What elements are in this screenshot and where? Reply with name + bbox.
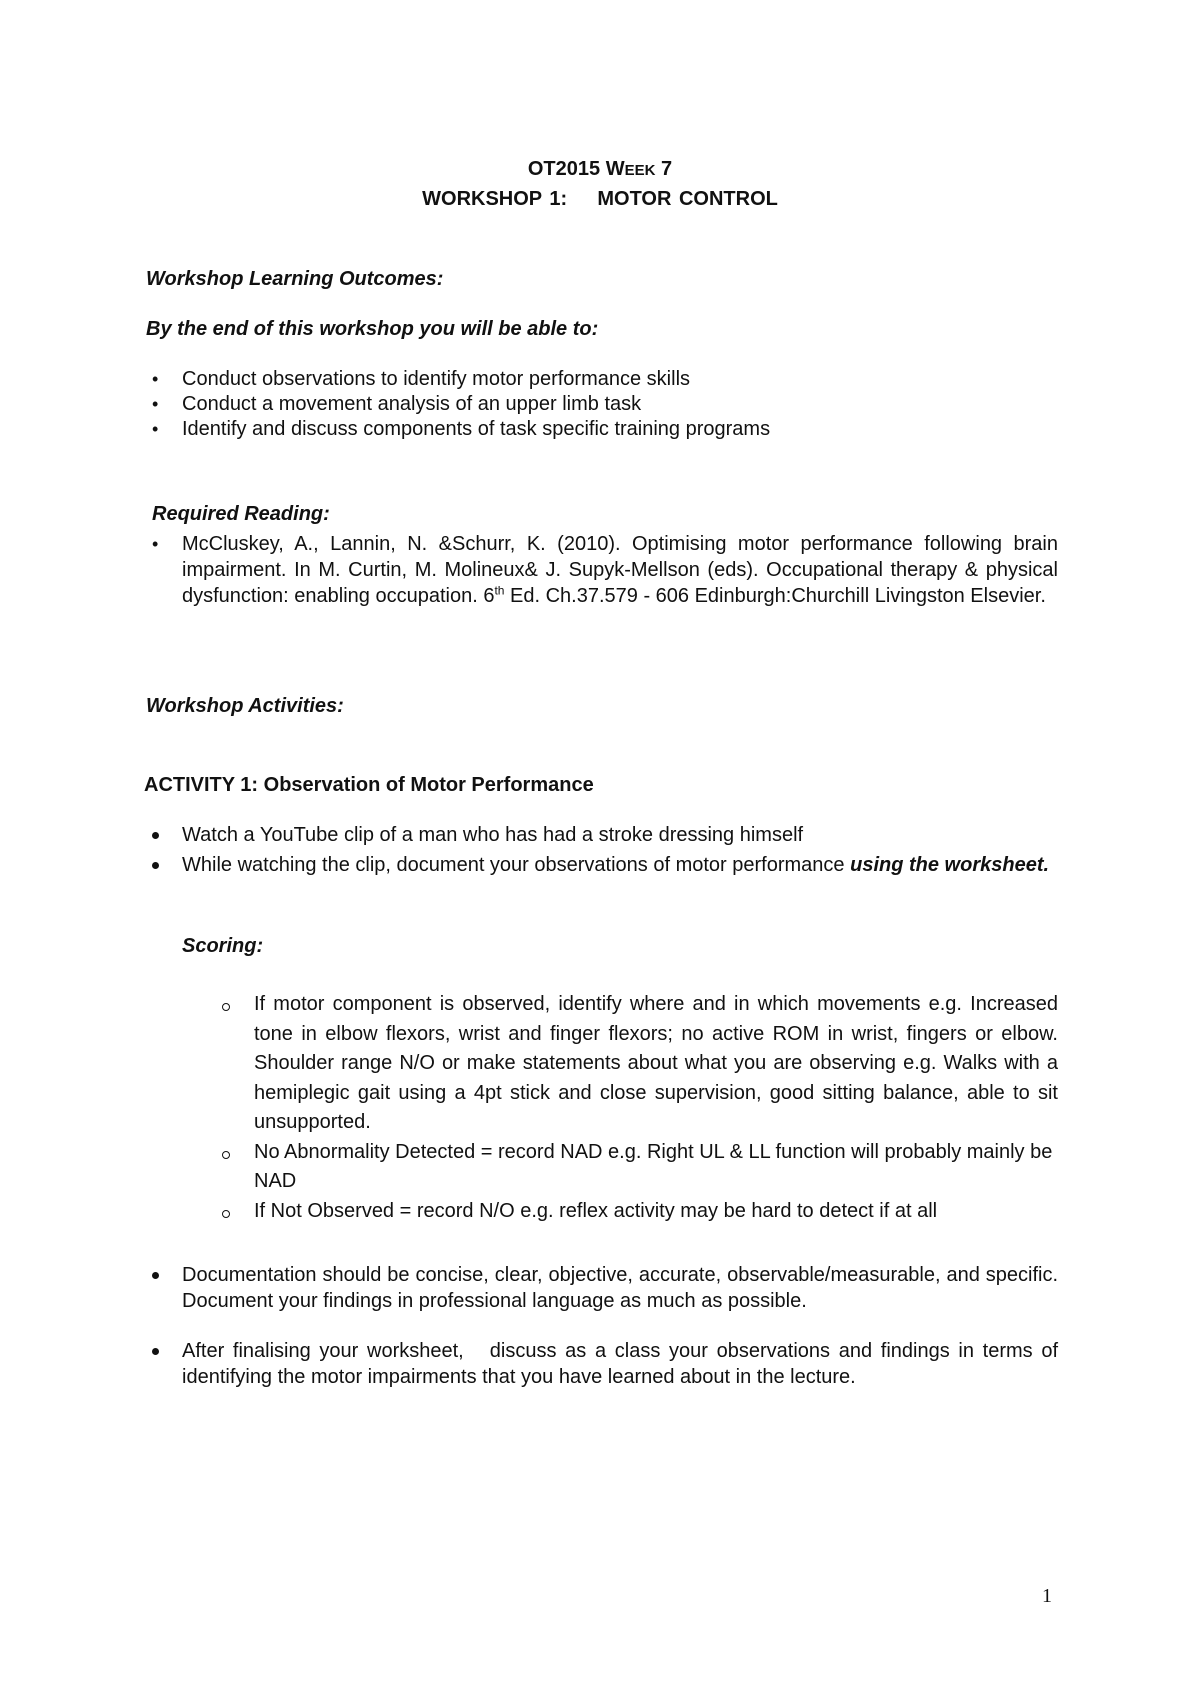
list-item: • Conduct a movement analysis of an upper limb task	[152, 393, 642, 415]
document-title	[0, 158, 1200, 181]
title-small-caps: EEK	[624, 162, 656, 179]
scoring-heading: Scoring:	[182, 935, 264, 957]
circle-bullet-icon	[222, 1210, 230, 1218]
superscript: th	[494, 583, 505, 598]
learning-outcomes-heading: Workshop Learning Outcomes:	[146, 268, 444, 290]
reference-entry	[146, 531, 1058, 609]
scoring-list	[218, 990, 1058, 1226]
list-item: If Not Observed = record N/O e.g. reflex activity may be hard to detect if at all	[218, 1197, 1058, 1227]
bullet-icon	[152, 862, 159, 869]
title-suffix: 7	[655, 158, 673, 180]
bullet-icon	[152, 832, 159, 839]
workshop-activities-heading: Workshop Activities:	[146, 695, 344, 717]
list-item: Documentation should be concise, clear, objective, accurate, observable/measurable, and specific. Document your findings in professional language as much as possible.	[146, 1262, 1058, 1314]
circle-bullet-icon	[222, 1151, 230, 1159]
learning-outcomes-list	[146, 367, 1046, 442]
bullet-icon	[152, 1272, 159, 1279]
activity-1-list	[146, 822, 1058, 878]
bullet-icon: •	[152, 369, 159, 389]
bullet-icon	[152, 1348, 159, 1355]
activity-1-title: ACTIVITY 1: Observation of Motor Performance	[144, 774, 594, 796]
title-prefix: OT2015 W	[527, 158, 625, 180]
page-number: 1	[1042, 1585, 1052, 1607]
list-item: If motor component is observed, identify where and in which movements e.g. Increased tone in elbow flexors, wrist and finger flexors; no active ROM in wrist, fingers or elbow. Shoulder range N/O or make statements about what you are observing e.g. Walks with a hemiplegic gait using a 4pt stick and close supervision, good sitting balance, able to sit unsupported.	[218, 990, 1058, 1138]
list-item: • Identify and discuss components of task specific training programs	[152, 418, 771, 440]
emphasis-text: using the worksheet.	[850, 854, 1050, 876]
circle-bullet-icon	[222, 1003, 230, 1011]
documentation-bullet	[146, 1262, 1058, 1314]
required-reading-heading: Required Reading:	[152, 503, 330, 525]
bullet-icon: •	[152, 394, 159, 414]
list-item: While watching the clip, document your observations of motor performance using the worksheet.	[146, 852, 1058, 878]
bullet-icon: •	[152, 419, 159, 439]
reference-text: McCluskey, A., Lannin, N. &Schurr, K. (2010). Optimising motor performance following brain impairment. In M. Curtin, M. Molineux& J. Supyk-Mellson (eds). Occupational therapy & physical dysfunction: enabling occupation. 6th Ed. Ch.37.579 - 606 Edinburgh:Churchill Livingston Elsevier.	[182, 533, 1058, 607]
list-item: • Conduct observations to identify motor performance skills	[152, 368, 691, 390]
discussion-bullet	[146, 1338, 1064, 1390]
bullet-icon: •	[152, 534, 159, 554]
learning-outcomes-intro: By the end of this workshop you will be able to:	[146, 318, 599, 340]
list-item: After finalising your worksheet, discuss as a class your observations and findings in terms of identifying the motor impairments that you have learned about in the lecture.	[146, 1338, 1058, 1390]
list-item: No Abnormality Detected = record NAD e.g. Right UL & LL function will probably mainly be NAD	[218, 1138, 1058, 1197]
document-subtitle: WORKSHOP 1: MOTOR CONTROL	[422, 188, 778, 210]
list-item: Watch a YouTube clip of a man who has had a stroke dressing himself	[146, 822, 1058, 848]
